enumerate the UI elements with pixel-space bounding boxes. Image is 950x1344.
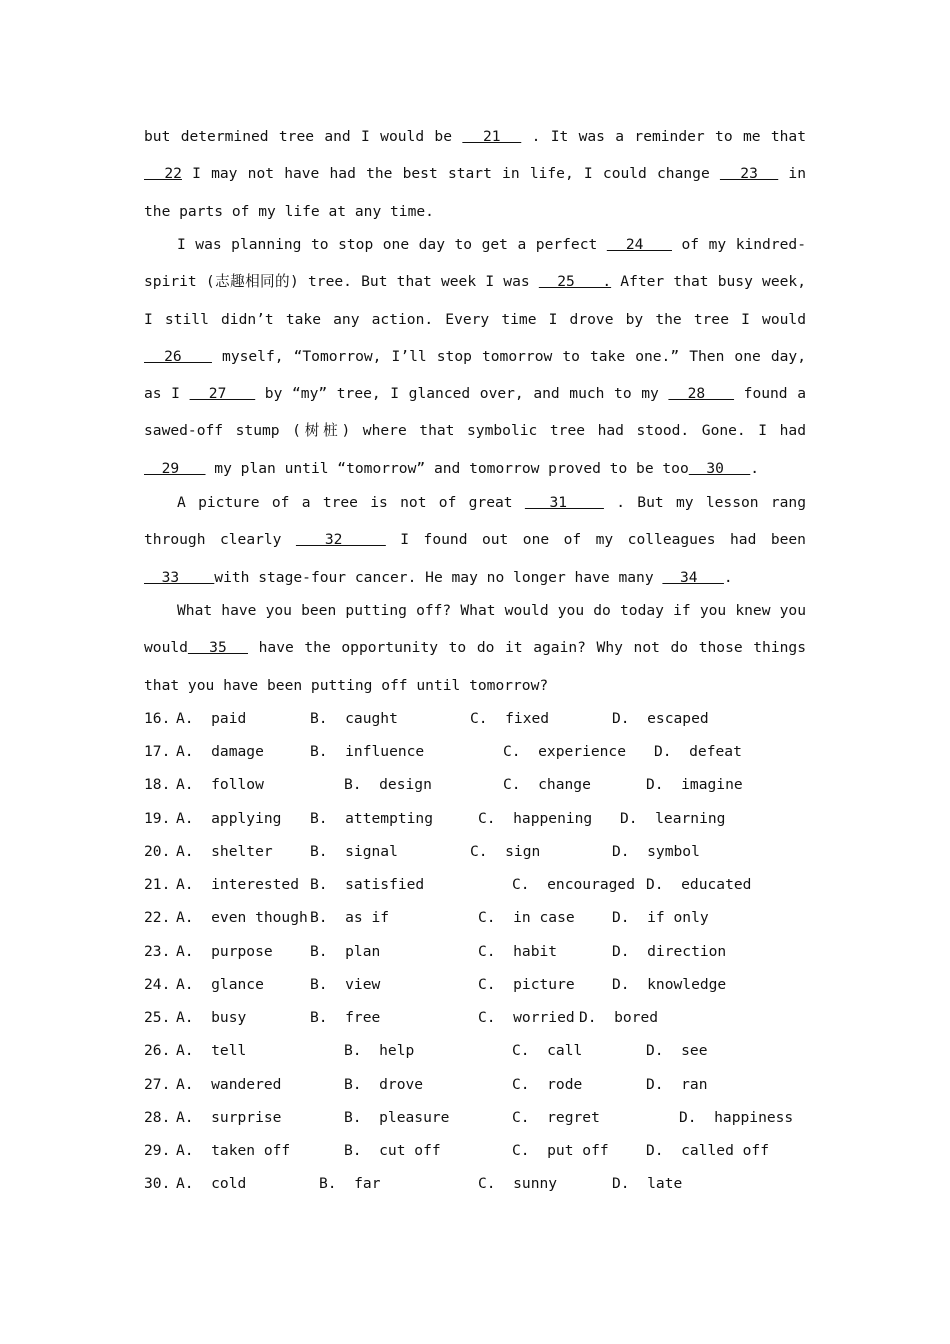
option-c: C. habit xyxy=(478,943,558,960)
text-run: my plan until “tomorrow” and tomorrow proved to be too xyxy=(205,459,689,477)
option-a: A. follow xyxy=(176,776,264,793)
option-d: D. if only xyxy=(612,909,709,926)
option-c: C. in case xyxy=(478,909,575,926)
option-c: C. regret xyxy=(512,1109,600,1126)
blank-32: 32 xyxy=(295,531,386,549)
option-a: A. cold xyxy=(176,1175,247,1192)
blank-21: 21 xyxy=(462,128,522,145)
blank-28: 28 xyxy=(668,385,735,403)
option-d: D. ran xyxy=(646,1076,708,1093)
option-c: C. call xyxy=(512,1042,583,1059)
blank-34: 34 xyxy=(662,568,724,586)
text-run: . But my lesson rang through clearly xyxy=(144,494,806,549)
option-d: D. see xyxy=(646,1042,708,1059)
option-d: D. escaped xyxy=(612,710,709,727)
text-run: . xyxy=(723,568,733,586)
option-a: A. even though xyxy=(176,909,308,926)
option-a: A. surprise xyxy=(176,1109,282,1126)
option-a: A. taken off xyxy=(176,1142,291,1159)
question-number: 29. xyxy=(144,1142,171,1159)
option-d: D. imagine xyxy=(646,776,743,793)
option-a: A. paid xyxy=(176,710,247,727)
blank-31: 31 xyxy=(524,494,604,511)
blank-27: 27 xyxy=(189,385,256,403)
blank-35: 35 xyxy=(187,639,248,657)
passage-paragraph-4 xyxy=(144,592,806,704)
question-number: 30. xyxy=(144,1175,171,1192)
text-run: but determined tree and I would be xyxy=(144,128,463,145)
question-number: 16. xyxy=(144,710,171,727)
blank-30: 30 xyxy=(688,459,751,477)
text-run: A picture of a tree is not of great xyxy=(177,494,525,511)
blank-25: 25 . xyxy=(538,273,612,291)
option-c: C. sign xyxy=(470,843,541,860)
option-a: A. glance xyxy=(176,976,264,993)
option-d: D. called off xyxy=(646,1142,770,1159)
question-number: 27. xyxy=(144,1076,171,1093)
option-b: B. far xyxy=(319,1175,381,1192)
option-a: A. busy xyxy=(176,1009,247,1026)
option-c: C. picture xyxy=(478,976,575,993)
question-number: 25. xyxy=(144,1009,171,1026)
option-b: B. caught xyxy=(310,710,398,727)
option-d: D. late xyxy=(612,1175,683,1192)
option-b: B. influence xyxy=(310,743,425,760)
blank-22: 22 xyxy=(144,165,182,183)
text-run: in the parts of my life at any time. xyxy=(144,165,806,220)
option-b: B. signal xyxy=(310,843,398,860)
question-number: 18. xyxy=(144,776,171,793)
option-c: C. fixed xyxy=(470,710,550,727)
text-run: with stage-four cancer. He may no longer have many xyxy=(214,568,663,586)
blank-24: 24 xyxy=(606,236,672,253)
text-run: have the opportunity to do it again? Why not do those things that you have been putting off until tomorrow? xyxy=(144,639,806,694)
passage-paragraph-3 xyxy=(144,484,806,596)
option-a: A. tell xyxy=(176,1042,247,1059)
blank-23: 23 xyxy=(719,165,779,183)
option-d: D. defeat xyxy=(654,743,742,760)
option-a: A. purpose xyxy=(176,943,273,960)
question-number: 22. xyxy=(144,909,171,926)
text-run: . xyxy=(750,459,760,477)
option-c: C. happening xyxy=(478,810,593,827)
text-run: of my kindred-spirit (志趣相同的) tree. But that week I was xyxy=(144,236,806,291)
option-b: B. drove xyxy=(344,1076,424,1093)
option-a: A. interested xyxy=(176,876,300,893)
question-number: 26. xyxy=(144,1042,171,1059)
option-d: D. learning xyxy=(620,810,726,827)
text-run: myself, “Tomorrow, I’ll stop tomorrow to take one.” Then one day, as I xyxy=(144,347,806,403)
question-number: 24. xyxy=(144,976,171,993)
passage-paragraph-1 xyxy=(144,118,806,230)
text-run: by “my” tree, I glanced over, and much to my xyxy=(255,385,669,403)
option-c: C. experience xyxy=(503,743,627,760)
option-b: B. attempting xyxy=(310,810,434,827)
option-d: D. educated xyxy=(646,876,752,893)
question-number: 17. xyxy=(144,743,171,760)
option-d: D. knowledge xyxy=(612,976,727,993)
option-c: C. put off xyxy=(512,1142,609,1159)
question-number: 23. xyxy=(144,943,171,960)
option-d: D. direction xyxy=(612,943,727,960)
option-d: D. happiness xyxy=(679,1109,794,1126)
option-b: B. plan xyxy=(310,943,381,960)
option-d: D. symbol xyxy=(612,843,700,860)
question-number: 19. xyxy=(144,810,171,827)
question-number: 21. xyxy=(144,876,171,893)
blank-26: 26 xyxy=(144,347,212,365)
blank-29: 29 xyxy=(144,459,206,477)
option-c: C. change xyxy=(503,776,591,793)
option-b: B. as if xyxy=(310,909,390,926)
option-a: A. shelter xyxy=(176,843,273,860)
option-b: B. design xyxy=(344,776,432,793)
option-c: C. rode xyxy=(512,1076,583,1093)
text-run: After that busy week, I still didn’t take any action. Every time I drove by the tree I would xyxy=(144,273,806,328)
text-run: found a sawed-off stump (树桩) where that symbolic tree had stood. Gone. I had xyxy=(144,385,806,440)
passage-paragraph-2 xyxy=(144,226,806,487)
option-b: B. help xyxy=(344,1042,415,1059)
text-run: I found out one of my colleagues had been xyxy=(385,531,806,549)
text-run: What have you been putting off? What would you do today if you knew you would xyxy=(144,602,806,657)
option-b: B. pleasure xyxy=(344,1109,450,1126)
question-number: 20. xyxy=(144,843,171,860)
question-number: 28. xyxy=(144,1109,171,1126)
option-b: B. satisfied xyxy=(310,876,425,893)
option-b: B. view xyxy=(310,976,381,993)
option-c: C. encouraged xyxy=(512,876,636,893)
option-a: A. applying xyxy=(176,810,282,827)
text-run: I was planning to stop one day to get a perfect xyxy=(177,236,607,253)
option-b: B. cut off xyxy=(344,1142,441,1159)
text-run: . It was a reminder to me that xyxy=(521,128,806,145)
blank-33: 33 xyxy=(144,568,215,586)
text-run: I may not have had the best start in life, I could change xyxy=(181,165,720,183)
option-d: D. bored xyxy=(579,1009,659,1026)
option-c: C. worried xyxy=(478,1009,575,1026)
option-a: A. wandered xyxy=(176,1076,282,1093)
option-b: B. free xyxy=(310,1009,381,1026)
option-c: C. sunny xyxy=(478,1175,558,1192)
option-a: A. damage xyxy=(176,743,264,760)
